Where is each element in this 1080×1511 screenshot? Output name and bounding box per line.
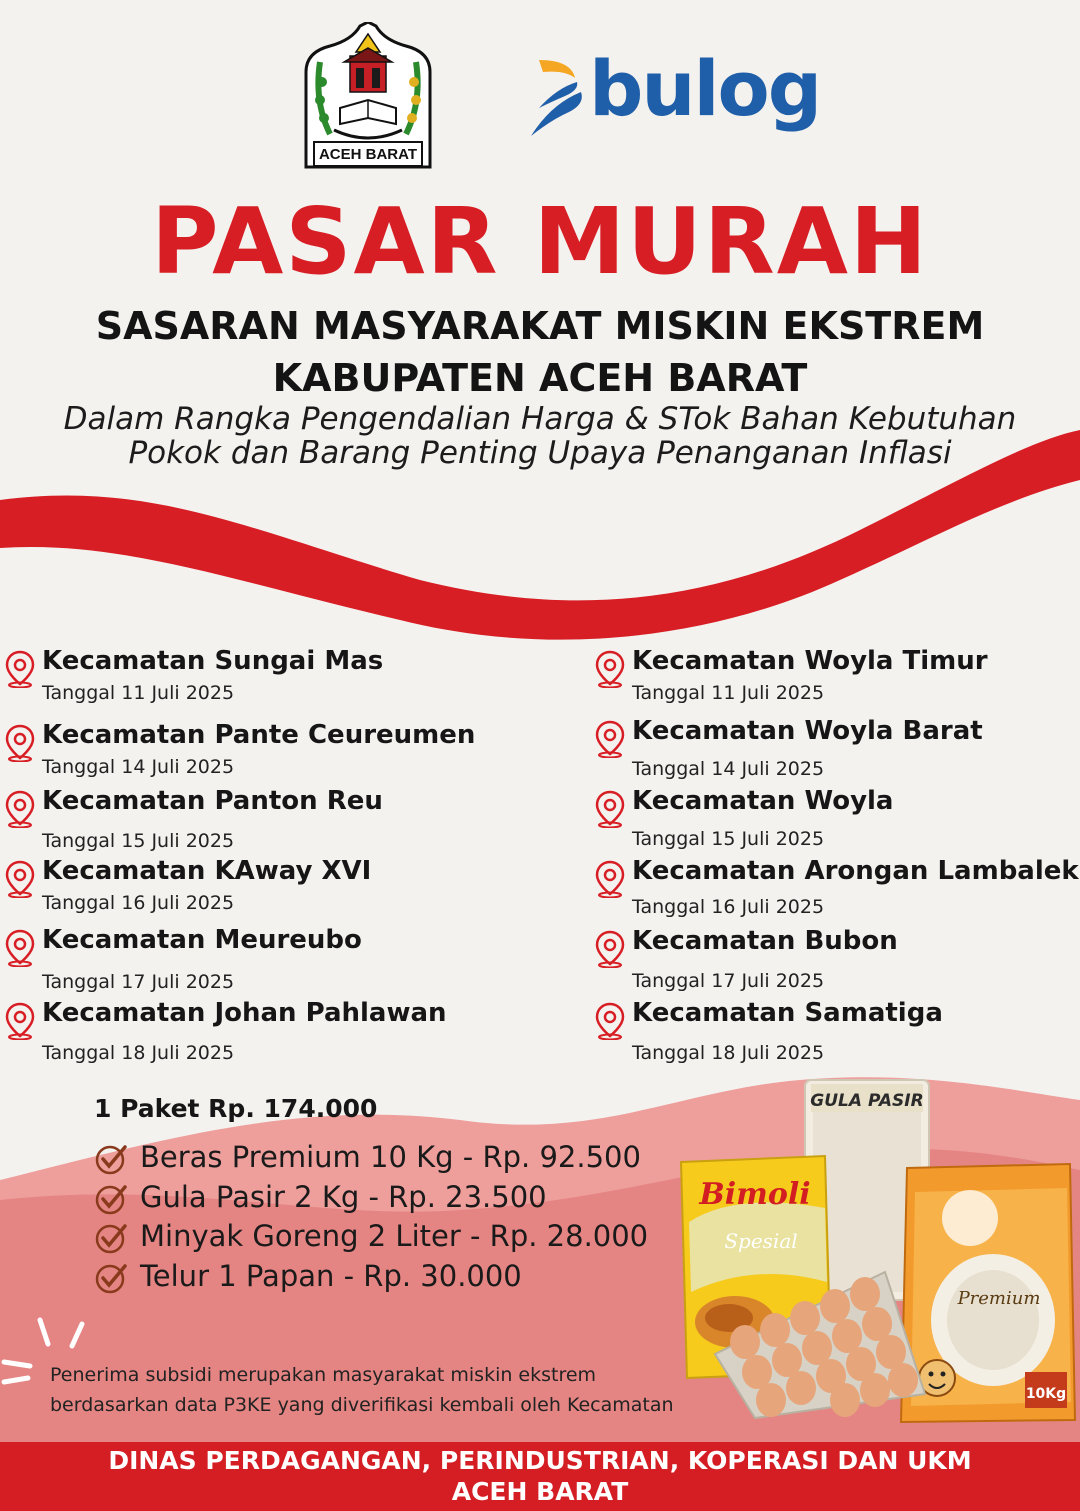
package-price-title: 1 Paket Rp. 174.000 [94,1094,378,1123]
location-pin-icon [4,790,36,828]
package-item-text: Beras Premium 10 Kg - Rp. 92.500 [140,1140,641,1174]
location-pin-icon [4,724,36,762]
location-name: Kecamatan Pante Ceureumen [42,720,476,750]
bulog-wordmark: bulog [589,44,821,133]
location-name: Kecamatan Sungai Mas [42,646,384,676]
location-name: Kecamatan Bubon [632,926,898,956]
check-circle-icon [94,1142,128,1176]
location-date: Tanggal 11 Juli 2025 [42,682,235,704]
rice-premium-label: Premium [957,1288,1041,1309]
location-date: Tanggal 18 Juli 2025 [632,1042,825,1064]
check-circle-icon [94,1182,128,1216]
footer-line-2: ACEH BARAT [451,1477,629,1506]
check-circle-icon [94,1261,128,1295]
location-pin-icon [594,1002,626,1040]
page-title: PASAR MURAH [151,188,929,295]
location-pin-icon [4,860,36,898]
location-pin-icon [4,1002,36,1040]
location-date: Tanggal 17 Juli 2025 [42,971,235,993]
location-name: Kecamatan Meureubo [42,925,362,955]
location-pin-icon [594,930,626,968]
location-date: Tanggal 18 Juli 2025 [42,1042,235,1064]
rice-sack-icon [901,1164,1075,1422]
bulog-swoosh-icon [525,58,589,138]
location-pin-icon [594,650,626,688]
subsidy-note-line-2: berdasarkan data P3KE yang diverifikasi kembali oleh Kecamatan [50,1394,674,1416]
package-item-text: Telur 1 Papan - Rp. 30.000 [140,1259,522,1293]
location-pin-icon [594,790,626,828]
location-date: Tanggal 16 Juli 2025 [42,892,235,914]
emblem-label: ACEH BARAT [318,146,418,163]
oil-variant-label: Spesial [724,1229,798,1253]
footer-line-1: DINAS PERDAGANGAN, PERINDUSTRIAN, KOPERASI DAN UKM [108,1446,972,1475]
subsidy-note [50,1360,750,1420]
location-name: Kecamatan Johan Pahlawan [42,998,447,1028]
location-name: Kecamatan Arongan Lambalek [632,856,1079,886]
footer-banner [0,1442,1080,1511]
location-pin-icon [4,650,36,688]
red-wave-decoration [0,420,1080,660]
check-circle-icon [94,1221,128,1255]
oil-brand-label: Bimoli [699,1177,811,1212]
package-item-text: Minyak Goreng 2 Liter - Rp. 28.000 [140,1219,649,1253]
sugar-label: GULA PASIR [810,1091,924,1111]
location-date: Tanggal 14 Juli 2025 [42,756,235,778]
location-name: Kecamatan Woyla [632,786,894,816]
location-pin-icon [4,929,36,967]
subsidy-note-line-1: Penerima subsidi merupakan masyarakat miskin ekstrem [50,1364,597,1386]
tagline-line-1: Dalam Rangka Pengendalian Harga & STok Bahan Kebutuhan [63,401,1017,437]
location-name: Kecamatan Samatiga [632,998,943,1028]
location-date: Tanggal 15 Juli 2025 [42,830,235,852]
location-pin-icon [594,720,626,758]
location-date: Tanggal 17 Juli 2025 [632,970,825,992]
subtitle-line-2: KABUPATEN ACEH BARAT [272,356,808,400]
rice-weight-label: 10Kg [1025,1386,1067,1402]
location-name: Kecamatan KAway XVI [42,856,372,886]
location-pin-icon [594,860,626,898]
aceh-barat-emblem [300,22,436,172]
location-name: Kecamatan Woyla Barat [632,716,983,746]
package-item-text: Gula Pasir 2 Kg - Rp. 23.500 [140,1180,547,1214]
tagline-line-2: Pokok dan Barang Penting Upaya Penanganan Inflasi [128,435,952,471]
location-name: Kecamatan Panton Reu [42,786,383,816]
location-name: Kecamatan Woyla Timur [632,646,988,676]
location-date: Tanggal 15 Juli 2025 [632,828,825,850]
location-date: Tanggal 16 Juli 2025 [632,896,825,918]
location-date: Tanggal 11 Juli 2025 [632,682,825,704]
subtitle-line-1: SASARAN MASYARAKAT MISKIN EKSTREM [95,304,985,348]
location-date: Tanggal 14 Juli 2025 [632,758,825,780]
bulog-logo [525,44,821,140]
